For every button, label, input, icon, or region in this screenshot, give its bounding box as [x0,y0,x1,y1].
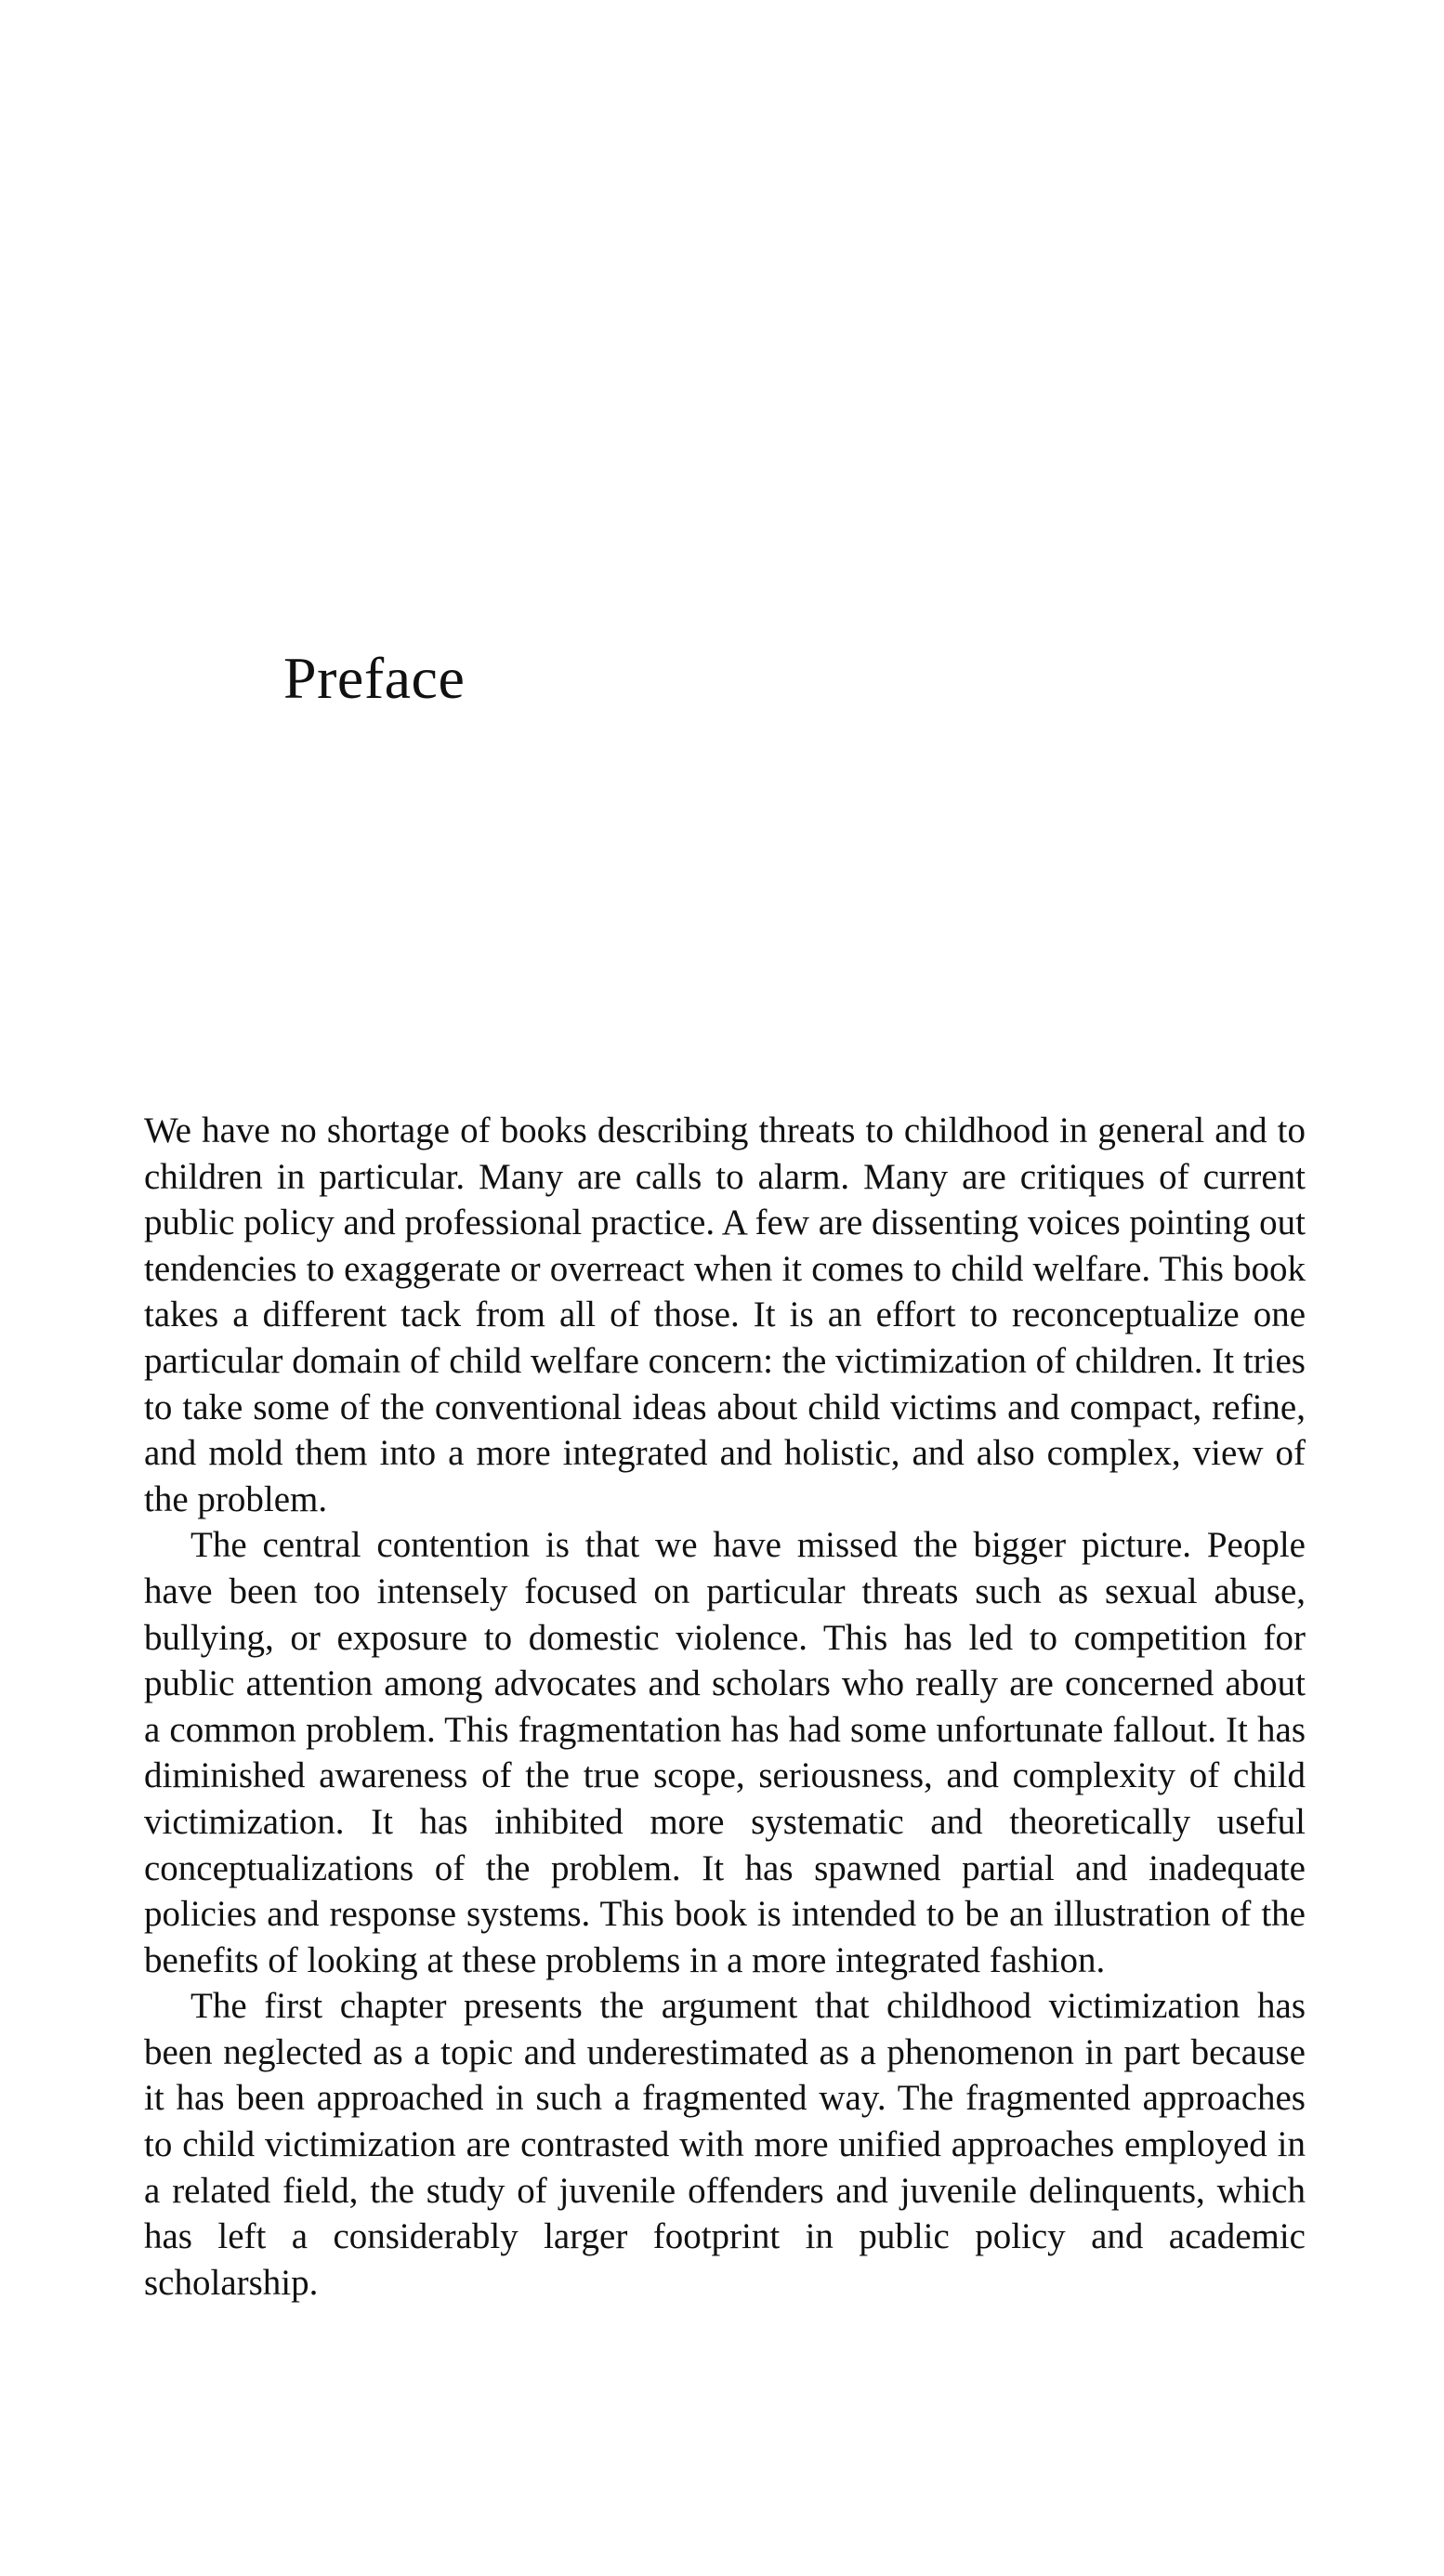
chapter-title: Preface [283,645,466,711]
paragraph-1: We have no shortage of books describing threats to childhood in general and to children in particular. Many are calls to alarm. Many are critiques of current public policy and professional practice. A few are dissenting voices pointing out tendencies to exaggerate or overreact when it comes to child welfare. This book takes a different tack from all of those. It is an effort to reconceptualize one particular domain of child welfare concern: the victimization of children. It tries to take some of the conventional ideas about child victims and compact, refine, and mold them into a more integrated and holistic, and also complex, view of the problem. [144,1111,1306,1519]
body-text [144,1108,1306,2306]
paragraph-2: The central contention is that we have missed the bigger picture. People have been too intensely focused on particular threats such as sexual abuse, bullying, or exposure to domestic violence. This has led to competition for public attention among advocates and scholars who really are concerned about a common problem. This fragmentation has had some unfortunate fallout. It has diminished awareness of the true scope, seriousness, and complexity of child victimization. It has inhibited more systematic and theoretically useful conceptualizations of the problem. It has spawned partial and inadequate policies and response systems. This book is intended to be an illustration of the benefits of looking at these problems in a more integrated fashion. [144,1525,1306,1980]
paragraph-3: The first chapter presents the argument that childhood victimization has been neglected as a topic and underestimated as a phenomenon in part because it has been approached in such a fragmented way. The fragmented approaches to child victimization are contrasted with more unified approaches employed in a related field, the study of juvenile offenders and juvenile delinquents, which has left a considerably larger footprint in public policy and academic scholarship. [144,1986,1306,2303]
